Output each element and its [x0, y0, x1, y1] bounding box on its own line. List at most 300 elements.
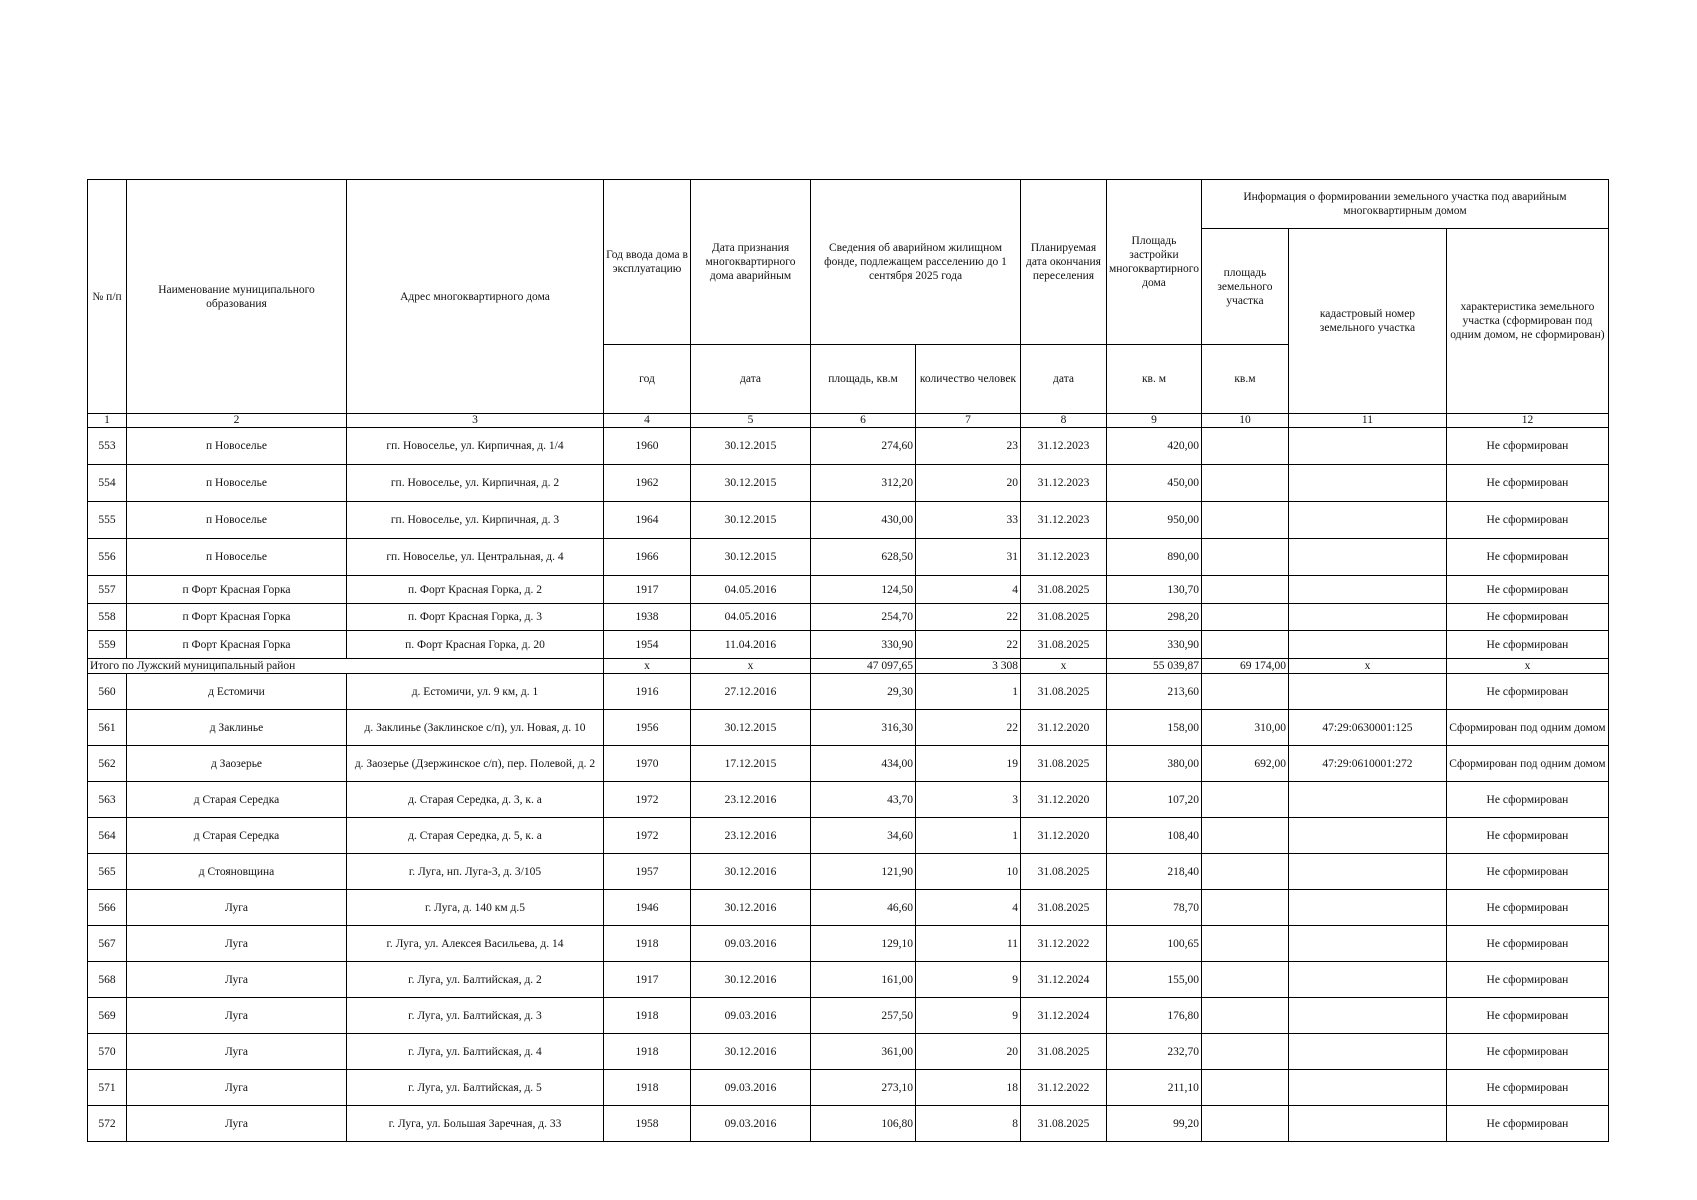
row-number: 555: [88, 502, 127, 539]
table-row: [88, 1034, 1609, 1070]
year-built: 1917: [604, 962, 691, 998]
year-built: 1970: [604, 746, 691, 782]
planned-date: 31.08.2025: [1021, 604, 1107, 631]
area: 628,50: [811, 539, 916, 576]
people-count: 22: [916, 710, 1021, 746]
planned-date: 31.12.2022: [1021, 926, 1107, 962]
area: 34,60: [811, 818, 916, 854]
people-count: 9: [916, 998, 1021, 1034]
land-area: [1201, 1106, 1288, 1142]
building-area: 155,00: [1107, 962, 1202, 998]
land-status: Не сформирован: [1446, 998, 1608, 1034]
header-year-built: Год ввода дома в эксплуатацию: [604, 180, 691, 345]
row-number: 559: [88, 631, 127, 659]
people-count: 33: [916, 502, 1021, 539]
land-status: Не сформирован: [1446, 1070, 1608, 1106]
land-status: Не сформирован: [1446, 1106, 1608, 1142]
people-count: 22: [916, 631, 1021, 659]
column-number: 5: [691, 414, 811, 428]
land-status: Не сформирован: [1446, 502, 1608, 539]
emergency-date: 23.12.2016: [691, 782, 811, 818]
municipality: д Старая Середка: [127, 818, 347, 854]
area: 273,10: [811, 1070, 916, 1106]
land-status: Не сформирован: [1446, 674, 1608, 710]
planned-date: 31.08.2025: [1021, 890, 1107, 926]
cadastral-number: [1288, 674, 1446, 710]
row-number: 560: [88, 674, 127, 710]
address: гп. Новоселье, ул. Кирпичная, д. 3: [347, 502, 604, 539]
municipality: Луга: [127, 962, 347, 998]
column-number: 12: [1446, 414, 1608, 428]
address: г. Луга, ул. Алексея Васильева, д. 14: [347, 926, 604, 962]
planned-date: 31.12.2024: [1021, 962, 1107, 998]
area: 312,20: [811, 465, 916, 502]
row-number: 564: [88, 818, 127, 854]
area: 43,70: [811, 782, 916, 818]
cadastral-number: [1288, 539, 1446, 576]
building-area: 890,00: [1107, 539, 1202, 576]
land-area: 310,00: [1201, 710, 1288, 746]
header-cadastral-number: кадастровый номер земельного участка: [1288, 229, 1446, 414]
total-land: 69 174,00: [1201, 659, 1288, 674]
land-area: [1201, 818, 1288, 854]
building-area: 99,20: [1107, 1106, 1202, 1142]
column-number: 2: [127, 414, 347, 428]
emergency-date: 11.04.2016: [691, 631, 811, 659]
municipality: п Новоселье: [127, 539, 347, 576]
planned-date: 31.12.2023: [1021, 465, 1107, 502]
land-area: [1201, 854, 1288, 890]
area: 129,10: [811, 926, 916, 962]
land-status: Не сформирован: [1446, 465, 1608, 502]
cadastral-number: [1288, 1070, 1446, 1106]
planned-date: 31.12.2023: [1021, 502, 1107, 539]
row-number: 561: [88, 710, 127, 746]
cadastral-number: [1288, 782, 1446, 818]
address: г. Луга, нп. Луга-3, д. 3/105: [347, 854, 604, 890]
land-area: [1201, 428, 1288, 465]
people-count: 9: [916, 962, 1021, 998]
address: п. Форт Красная Горка, д. 2: [347, 576, 604, 604]
municipality: Луга: [127, 1034, 347, 1070]
total-build: 55 039,87: [1107, 659, 1202, 674]
land-area: [1201, 674, 1288, 710]
building-area: 450,00: [1107, 465, 1202, 502]
land-area: [1201, 631, 1288, 659]
people-count: 23: [916, 428, 1021, 465]
land-status: Не сформирован: [1446, 604, 1608, 631]
building-area: 108,40: [1107, 818, 1202, 854]
address: г. Луга, ул. Балтийская, д. 2: [347, 962, 604, 998]
people-count: 4: [916, 576, 1021, 604]
header-emergency-fund: Сведения об аварийном жилищном фонде, подлежащем расселению до 1 сентября 2025 года: [811, 180, 1021, 345]
cadastral-number: [1288, 854, 1446, 890]
address: гп. Новоселье, ул. Центральная, д. 4: [347, 539, 604, 576]
year-built: 1957: [604, 854, 691, 890]
building-area: 420,00: [1107, 428, 1202, 465]
planned-date: 31.08.2025: [1021, 746, 1107, 782]
land-area: [1201, 926, 1288, 962]
header-land-plot-group: Информация о формировании земельного участка под аварийным многоквартирным домом: [1201, 180, 1608, 229]
unit-plan-date: дата: [1021, 345, 1107, 414]
planned-date: 31.12.2023: [1021, 539, 1107, 576]
planned-date: 31.08.2025: [1021, 674, 1107, 710]
land-area: [1201, 782, 1288, 818]
year-built: 1958: [604, 1106, 691, 1142]
planned-date: 31.12.2020: [1021, 782, 1107, 818]
table-row: [88, 890, 1609, 926]
address: д. Заозерье (Дзержинское с/п), пер. Полевой, д. 2: [347, 746, 604, 782]
address: г. Луга, ул. Балтийская, д. 5: [347, 1070, 604, 1106]
column-number: 7: [916, 414, 1021, 428]
cadastral-number: [1288, 926, 1446, 962]
unit-date: дата: [691, 345, 811, 414]
resettlement-table: [87, 179, 1609, 1142]
emergency-date: 30.12.2016: [691, 854, 811, 890]
municipality: Луга: [127, 1070, 347, 1106]
header-planned-date: Планируемая дата окончания переселения: [1021, 180, 1107, 345]
emergency-date: 30.12.2016: [691, 1034, 811, 1070]
unit-year: год: [604, 345, 691, 414]
address: п. Форт Красная Горка, д. 20: [347, 631, 604, 659]
municipality: п Новоселье: [127, 428, 347, 465]
people-count: 11: [916, 926, 1021, 962]
row-number: 566: [88, 890, 127, 926]
area: 330,90: [811, 631, 916, 659]
table-row: [88, 854, 1609, 890]
area: 161,00: [811, 962, 916, 998]
area: 316,30: [811, 710, 916, 746]
planned-date: 31.08.2025: [1021, 576, 1107, 604]
total-date: x: [691, 659, 811, 674]
row-number: 558: [88, 604, 127, 631]
municipality: Луга: [127, 926, 347, 962]
area: 361,00: [811, 1034, 916, 1070]
rows-bottom: [88, 674, 1609, 1142]
municipality: п Форт Красная Горка: [127, 631, 347, 659]
year-built: 1960: [604, 428, 691, 465]
emergency-date: 09.03.2016: [691, 1106, 811, 1142]
municipality: д Естомичи: [127, 674, 347, 710]
unit-land-area: кв.м: [1201, 345, 1288, 414]
people-count: 10: [916, 854, 1021, 890]
cadastral-number: [1288, 502, 1446, 539]
cadastral-number: [1288, 1034, 1446, 1070]
table-row: [88, 782, 1609, 818]
municipality: д Заклинье: [127, 710, 347, 746]
row-number: 568: [88, 962, 127, 998]
address: г. Луга, ул. Балтийская, д. 3: [347, 998, 604, 1034]
table-row: [88, 502, 1609, 539]
address: г. Луга, д. 140 км д.5: [347, 890, 604, 926]
land-area: [1201, 962, 1288, 998]
planned-date: 31.12.2020: [1021, 818, 1107, 854]
land-status: Не сформирован: [1446, 782, 1608, 818]
building-area: 130,70: [1107, 576, 1202, 604]
area: 434,00: [811, 746, 916, 782]
emergency-date: 09.03.2016: [691, 1070, 811, 1106]
emergency-date: 30.12.2015: [691, 502, 811, 539]
unit-build-area: кв. м: [1107, 345, 1202, 414]
land-area: [1201, 1070, 1288, 1106]
total-year: x: [604, 659, 691, 674]
people-count: 3: [916, 782, 1021, 818]
year-built: 1918: [604, 998, 691, 1034]
table-row: [88, 1106, 1609, 1142]
area: 257,50: [811, 998, 916, 1034]
row-number: 563: [88, 782, 127, 818]
land-area: [1201, 576, 1288, 604]
building-area: 232,70: [1107, 1034, 1202, 1070]
municipality: п Форт Красная Горка: [127, 576, 347, 604]
total-status: x: [1446, 659, 1608, 674]
header-number: № п/п: [88, 180, 127, 414]
people-count: 20: [916, 1034, 1021, 1070]
people-count: 18: [916, 1070, 1021, 1106]
land-area: [1201, 539, 1288, 576]
column-number: 8: [1021, 414, 1107, 428]
building-area: 176,80: [1107, 998, 1202, 1034]
building-area: 158,00: [1107, 710, 1202, 746]
people-count: 31: [916, 539, 1021, 576]
planned-date: 31.08.2025: [1021, 631, 1107, 659]
column-number: 3: [347, 414, 604, 428]
year-built: 1956: [604, 710, 691, 746]
header-municipality: Наименование муниципального образования: [127, 180, 347, 414]
emergency-date: 30.12.2015: [691, 539, 811, 576]
cadastral-number: [1288, 962, 1446, 998]
unit-area: площадь, кв.м: [811, 345, 916, 414]
table-row: [88, 1070, 1609, 1106]
year-built: 1972: [604, 818, 691, 854]
emergency-date: 30.12.2015: [691, 428, 811, 465]
cadastral-number: [1288, 818, 1446, 854]
land-status: Не сформирован: [1446, 818, 1608, 854]
land-area: 692,00: [1201, 746, 1288, 782]
column-number: 4: [604, 414, 691, 428]
year-built: 1918: [604, 926, 691, 962]
land-area: [1201, 465, 1288, 502]
year-built: 1938: [604, 604, 691, 631]
address: гп. Новоселье, ул. Кирпичная, д. 1/4: [347, 428, 604, 465]
emergency-date: 30.12.2015: [691, 710, 811, 746]
land-status: Не сформирован: [1446, 428, 1608, 465]
column-number: 6: [811, 414, 916, 428]
row-number: 553: [88, 428, 127, 465]
land-status: Не сформирован: [1446, 890, 1608, 926]
cadastral-number: [1288, 465, 1446, 502]
table-row: [88, 576, 1609, 604]
table-row: [88, 428, 1609, 465]
planned-date: 31.12.2023: [1021, 428, 1107, 465]
table-header: [88, 180, 1609, 428]
planned-date: 31.08.2025: [1021, 854, 1107, 890]
building-area: 298,20: [1107, 604, 1202, 631]
land-status: Не сформирован: [1446, 926, 1608, 962]
municipality: д Старая Середка: [127, 782, 347, 818]
column-number-row: [88, 414, 1609, 428]
table-row: [88, 926, 1609, 962]
emergency-date: 04.05.2016: [691, 604, 811, 631]
column-number: 11: [1288, 414, 1446, 428]
total-people: 3 308: [916, 659, 1021, 674]
land-status: Не сформирован: [1446, 962, 1608, 998]
unit-people: количество человек: [916, 345, 1021, 414]
header-address: Адрес многоквартирного дома: [347, 180, 604, 414]
people-count: 22: [916, 604, 1021, 631]
people-count: 20: [916, 465, 1021, 502]
year-built: 1954: [604, 631, 691, 659]
year-built: 1916: [604, 674, 691, 710]
row-number: 556: [88, 539, 127, 576]
total-row: [88, 659, 1609, 674]
building-area: 380,00: [1107, 746, 1202, 782]
cadastral-number: 47:29:0630001:125: [1288, 710, 1446, 746]
total-cadastral: x: [1288, 659, 1446, 674]
emergency-date: 23.12.2016: [691, 818, 811, 854]
planned-date: 31.12.2022: [1021, 1070, 1107, 1106]
land-area: [1201, 1034, 1288, 1070]
land-status: Не сформирован: [1446, 539, 1608, 576]
emergency-date: 09.03.2016: [691, 998, 811, 1034]
rows-top: [88, 428, 1609, 659]
building-area: 950,00: [1107, 502, 1202, 539]
planned-date: 31.08.2025: [1021, 1034, 1107, 1070]
year-built: 1917: [604, 576, 691, 604]
building-area: 330,90: [1107, 631, 1202, 659]
table-row: [88, 818, 1609, 854]
address: д. Естомичи, ул. 9 км, д. 1: [347, 674, 604, 710]
land-status: Не сформирован: [1446, 1034, 1608, 1070]
total-label: Итого по Лужский муниципальный район: [88, 659, 604, 674]
municipality: Луга: [127, 890, 347, 926]
header-building-area: Площадь застройки многоквартирного дома: [1107, 180, 1202, 345]
cadastral-number: [1288, 1106, 1446, 1142]
land-status: Сформирован под одним домом: [1446, 710, 1608, 746]
total-area: 47 097,65: [811, 659, 916, 674]
municipality: п Новоселье: [127, 465, 347, 502]
land-area: [1201, 998, 1288, 1034]
emergency-date: 30.12.2015: [691, 465, 811, 502]
land-area: [1201, 890, 1288, 926]
address: г. Луга, ул. Балтийская, д. 4: [347, 1034, 604, 1070]
year-built: 1946: [604, 890, 691, 926]
municipality: п Новоселье: [127, 502, 347, 539]
emergency-date: 17.12.2015: [691, 746, 811, 782]
people-count: 4: [916, 890, 1021, 926]
column-number: 10: [1201, 414, 1288, 428]
area: 124,50: [811, 576, 916, 604]
total-section: [88, 659, 1609, 674]
year-built: 1918: [604, 1034, 691, 1070]
planned-date: 31.12.2020: [1021, 710, 1107, 746]
municipality: д Заозерье: [127, 746, 347, 782]
municipality: п Форт Красная Горка: [127, 604, 347, 631]
table-row: [88, 539, 1609, 576]
row-number: 565: [88, 854, 127, 890]
row-number: 562: [88, 746, 127, 782]
land-area: [1201, 604, 1288, 631]
header-land-status: характеристика земельного участка (сформирован под одним домом, не сформирован): [1446, 229, 1608, 414]
cadastral-number: [1288, 428, 1446, 465]
municipality: д Стояновщина: [127, 854, 347, 890]
year-built: 1966: [604, 539, 691, 576]
building-area: 213,60: [1107, 674, 1202, 710]
area: 29,30: [811, 674, 916, 710]
address: г. Луга, ул. Большая Заречная, д. 33: [347, 1106, 604, 1142]
table-row: [88, 631, 1609, 659]
address: гп. Новоселье, ул. Кирпичная, д. 2: [347, 465, 604, 502]
municipality: Луга: [127, 1106, 347, 1142]
people-count: 19: [916, 746, 1021, 782]
column-number: 9: [1107, 414, 1202, 428]
table-row: [88, 962, 1609, 998]
table-row: [88, 998, 1609, 1034]
row-number: 572: [88, 1106, 127, 1142]
emergency-date: 27.12.2016: [691, 674, 811, 710]
area: 121,90: [811, 854, 916, 890]
emergency-date: 30.12.2016: [691, 962, 811, 998]
building-area: 211,10: [1107, 1070, 1202, 1106]
emergency-date: 30.12.2016: [691, 890, 811, 926]
row-number: 571: [88, 1070, 127, 1106]
cadastral-number: [1288, 631, 1446, 659]
table-row: [88, 674, 1609, 710]
people-count: 8: [916, 1106, 1021, 1142]
land-status: Не сформирован: [1446, 576, 1608, 604]
building-area: 218,40: [1107, 854, 1202, 890]
area: 46,60: [811, 890, 916, 926]
planned-date: 31.12.2024: [1021, 998, 1107, 1034]
row-number: 570: [88, 1034, 127, 1070]
row-number: 554: [88, 465, 127, 502]
building-area: 107,20: [1107, 782, 1202, 818]
row-number: 569: [88, 998, 127, 1034]
area: 274,60: [811, 428, 916, 465]
cadastral-number: [1288, 576, 1446, 604]
emergency-date: 04.05.2016: [691, 576, 811, 604]
building-area: 100,65: [1107, 926, 1202, 962]
table-row: [88, 710, 1609, 746]
municipality: Луга: [127, 998, 347, 1034]
area: 430,00: [811, 502, 916, 539]
address: д. Старая Середка, д. 5, к. а: [347, 818, 604, 854]
cadastral-number: [1288, 998, 1446, 1034]
cadastral-number: [1288, 604, 1446, 631]
building-area: 78,70: [1107, 890, 1202, 926]
area: 254,70: [811, 604, 916, 631]
planned-date: 31.08.2025: [1021, 1106, 1107, 1142]
cadastral-number: 47:29:0610001:272: [1288, 746, 1446, 782]
table-row: [88, 746, 1609, 782]
year-built: 1964: [604, 502, 691, 539]
table-row: [88, 465, 1609, 502]
cadastral-number: [1288, 890, 1446, 926]
people-count: 1: [916, 818, 1021, 854]
header-emergency-date: Дата признания многоквартирного дома аварийным: [691, 180, 811, 345]
header-land-area: площадь земельного участка: [1201, 229, 1288, 345]
total-plan: x: [1021, 659, 1107, 674]
year-built: 1972: [604, 782, 691, 818]
year-built: 1918: [604, 1070, 691, 1106]
row-number: 567: [88, 926, 127, 962]
table-row: [88, 604, 1609, 631]
address: п. Форт Красная Горка, д. 3: [347, 604, 604, 631]
land-status: Не сформирован: [1446, 631, 1608, 659]
column-number: 1: [88, 414, 127, 428]
address: д. Старая Середка, д. 3, к. а: [347, 782, 604, 818]
land-status: Не сформирован: [1446, 854, 1608, 890]
